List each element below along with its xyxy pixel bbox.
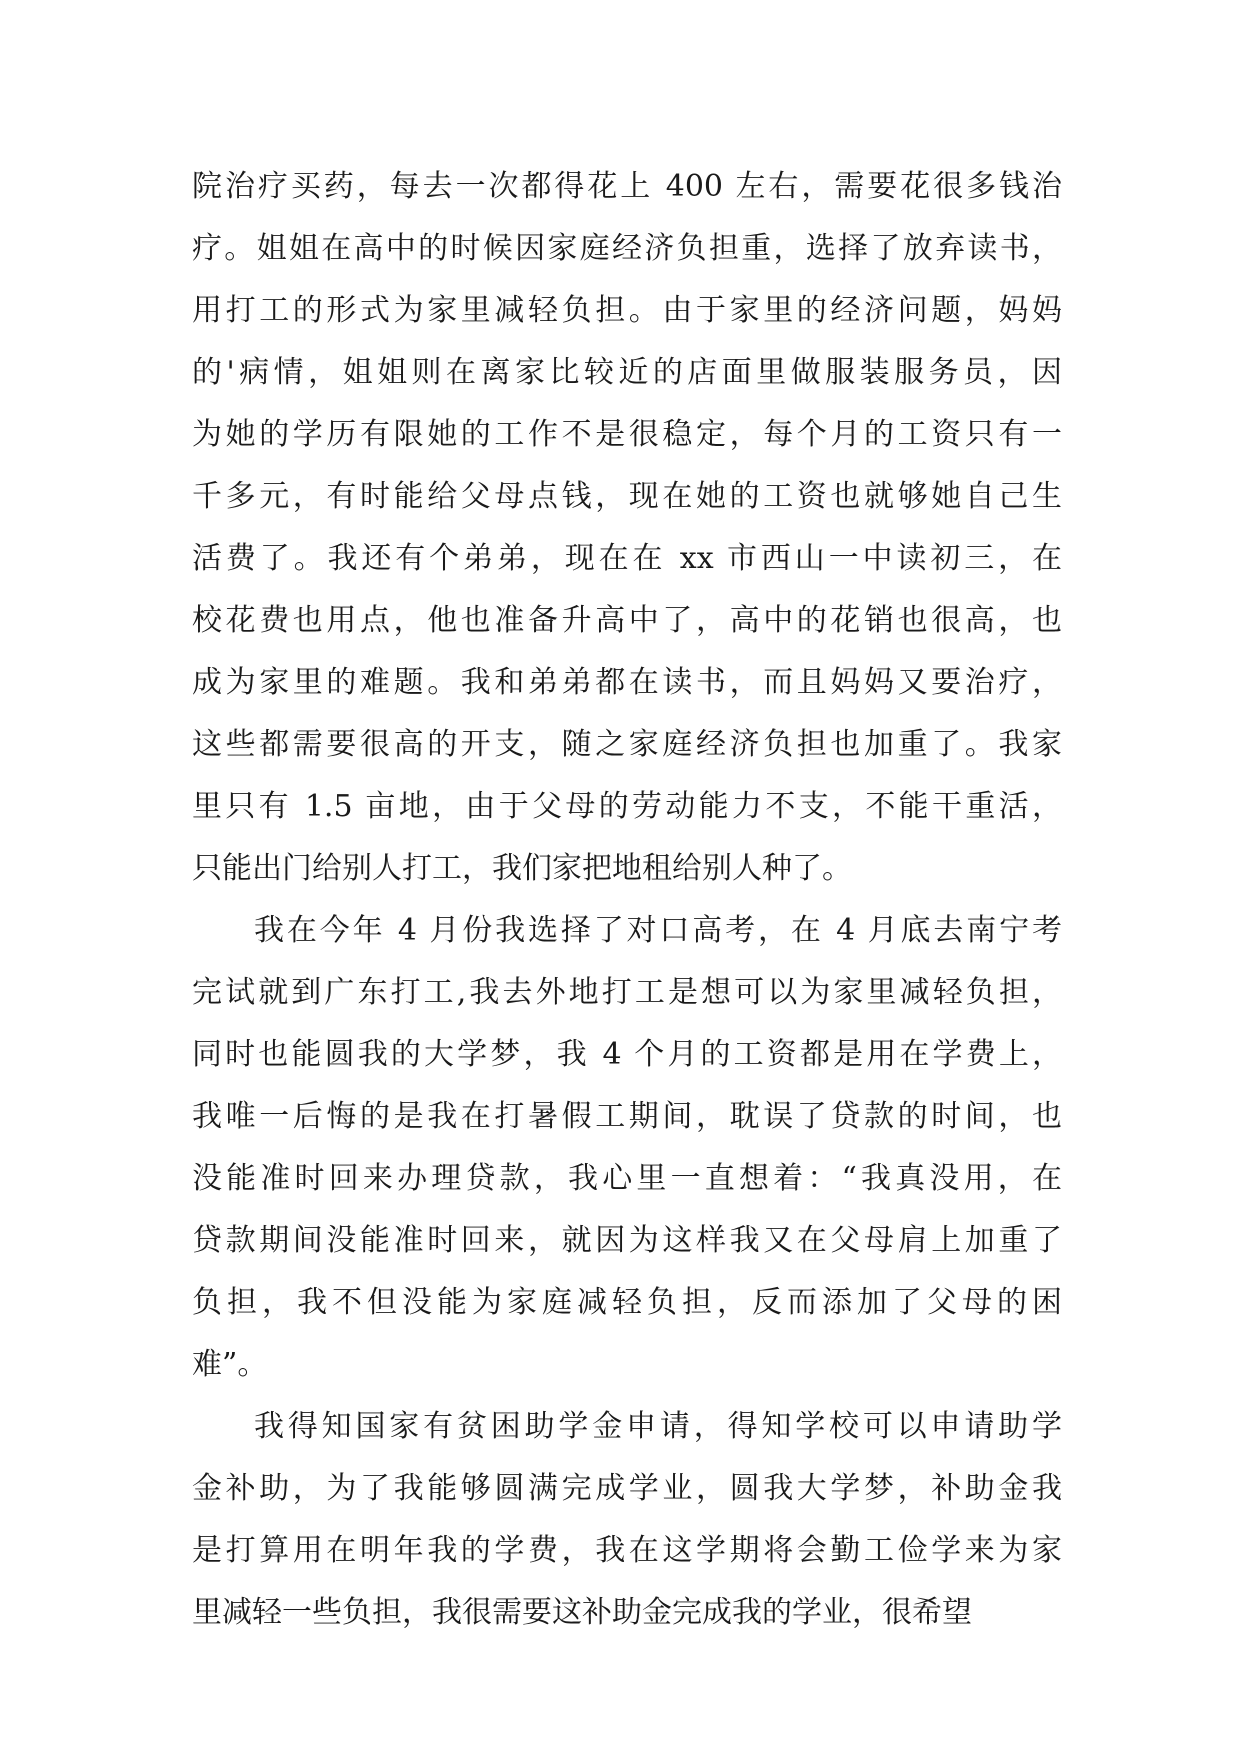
paragraph — [192, 156, 1062, 900]
text-line: 贷款期间没能准时回来，就因为这样我又在父母肩上加重了 — [192, 1223, 1062, 1258]
text-line: 是打算用在明年我的学费，我在这学期将会勤工俭学来为家 — [192, 1533, 1062, 1568]
text-line: 的'病情，姐姐则在离家比较近的店面里做服装服务员，因 — [192, 355, 1062, 390]
document-body — [192, 156, 1062, 1644]
paragraph — [192, 900, 1062, 1396]
text-line: 成为家里的难题。我和弟弟都在读书，而且妈妈又要治疗， — [192, 665, 1062, 700]
text-line: 同时也能圆我的大学梦，我 4 个月的工资都是用在学费上， — [192, 1037, 1062, 1072]
text-line: 用打工的形式为家里减轻负担。由于家里的经济问题，妈妈 — [192, 293, 1062, 328]
text-line: 活费了。我还有个弟弟，现在在 xx 市西山一中读初三，在 — [192, 541, 1062, 576]
text-line: 校花费也用点，他也准备升高中了，高中的花销也很高，也 — [192, 603, 1062, 638]
text-line: 负担，我不但没能为家庭减轻负担，反而添加了父母的困 — [192, 1285, 1062, 1320]
paragraph — [192, 1396, 1062, 1644]
text-line: 只能出门给别人打工，我们家把地租给别人种了。 — [192, 851, 852, 886]
text-line: 完试就到广东打工,我去外地打工是想可以为家里减轻负担， — [192, 975, 1062, 1010]
text-line: 为她的学历有限她的工作不是很稳定，每个月的工资只有一 — [192, 417, 1062, 452]
text-line: 我在今年 4 月份我选择了对口高考，在 4 月底去南宁考 — [254, 913, 1062, 948]
text-line: 我得知国家有贫困助学金申请，得知学校可以申请助学 — [254, 1409, 1062, 1444]
text-line: 疗。姐姐在高中的时候因家庭经济负担重，选择了放弃读书， — [192, 231, 1062, 266]
text-line: 我唯一后悔的是我在打暑假工期间，耽误了贷款的时间，也 — [192, 1099, 1062, 1134]
text-line: 院治疗买药，每去一次都得花上 400 左右，需要花很多钱治 — [192, 169, 1062, 204]
text-line: 里减轻一些负担，我很需要这补助金完成我的学业，很希望 — [192, 1595, 972, 1630]
text-line: 金补助，为了我能够圆满完成学业，圆我大学梦，补助金我 — [192, 1471, 1062, 1506]
text-line: 没能准时回来办理贷款，我心里一直想着：“我真没用，在 — [192, 1161, 1062, 1196]
text-line: 里只有 1.5 亩地，由于父母的劳动能力不支，不能干重活， — [192, 789, 1062, 824]
text-line: 这些都需要很高的开支，随之家庭经济负担也加重了。我家 — [192, 727, 1062, 762]
text-line: 难”。 — [192, 1347, 268, 1382]
text-line: 千多元，有时能给父母点钱，现在她的工资也就够她自己生 — [192, 479, 1062, 514]
